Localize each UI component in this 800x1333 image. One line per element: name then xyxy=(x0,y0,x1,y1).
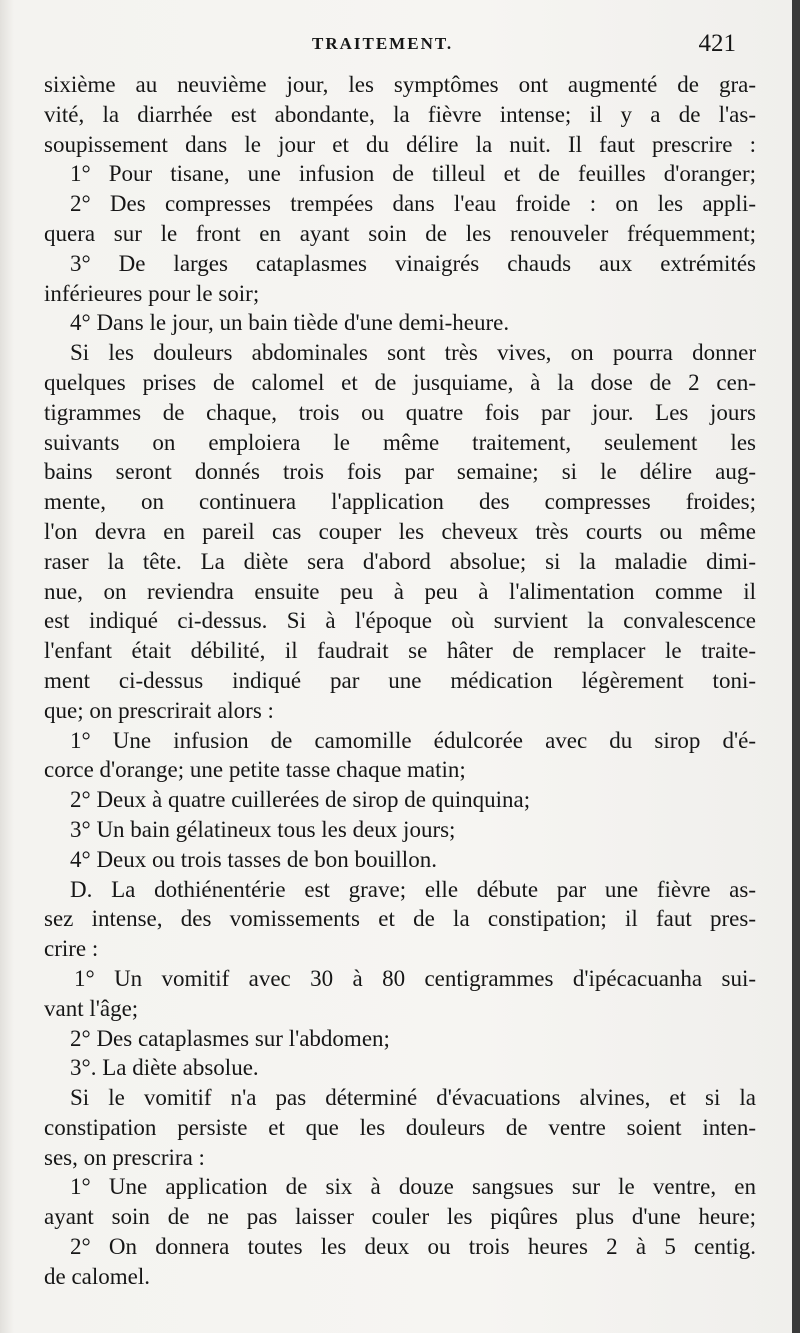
text-line: 2° On donnera toutes les deux ou trois heures 2 à 5 centig. xyxy=(70,1234,756,1260)
text-line: vité, la diarrhée est abondante, la fièvre intense; il y a de l'as- xyxy=(44,101,756,127)
text-line: quera sur le front en ayant soin de les renouveler fréquemment; xyxy=(44,220,756,246)
text-line: suivants on emploiera le même traitement, seulement les xyxy=(44,429,756,455)
text-line: quelques prises de calomel et de jusquiame, à la dose de 2 cen- xyxy=(44,369,756,395)
text-line: ment ci-dessus indiqué par une médication légèrement toni- xyxy=(44,667,756,693)
text-line: 4° Deux ou trois tasses de bon bouillon. xyxy=(70,846,437,872)
text-line: ses, on prescrira : xyxy=(44,1144,205,1170)
running-title: TRAITEMENT. xyxy=(312,34,454,53)
text-line: raser la tête. La diète sera d'abord absolue; si la maladie dimi- xyxy=(44,548,756,574)
body-text xyxy=(44,70,756,1292)
text-line: que; on prescrirait alors : xyxy=(44,697,274,723)
text-line: 2° Des cataplasmes sur l'abdomen; xyxy=(70,1025,390,1051)
text-line: 1° Une infusion de camomille édulcorée avec du sirop d'é- xyxy=(70,727,756,753)
text-line: 2° Des compresses trempées dans l'eau froide : on les appli- xyxy=(70,191,756,217)
text-line: corce d'orange; une petite tasse chaque matin; xyxy=(44,757,466,783)
text-line: l'on devra en pareil cas couper les cheveux très courts ou même xyxy=(44,518,756,544)
text-line: crire : xyxy=(44,936,99,962)
text-line: 1° Pour tisane, une infusion de tilleul et de feuilles d'oranger; xyxy=(70,161,756,187)
text-line: Si les douleurs abdominales sont très vives, on pourra donner xyxy=(70,340,756,366)
text-line: est indiqué ci-dessus. Si à l'époque où survient la convalescence xyxy=(44,608,756,634)
text-line: 3°. La diète absolue. xyxy=(70,1055,259,1081)
page-header xyxy=(0,30,792,68)
text-line: bains seront donnés trois fois par semaine; si le délire aug- xyxy=(44,459,756,485)
text-line: 1° Une application de six à douze sangsues sur le ventre, en xyxy=(70,1174,756,1200)
text-line: sixième au neuvième jour, les symptômes ont augmenté de gra- xyxy=(44,72,756,97)
text-line: 4° Dans le jour, un bain tiède d'une demi-heure. xyxy=(70,310,510,336)
text-line: 2° Deux à quatre cuillerées de sirop de quinquina; xyxy=(70,787,531,813)
text-line: mente, on continuera l'application des compresses froides; xyxy=(44,489,756,515)
text-line: de calomel. xyxy=(44,1263,151,1289)
text-line: 3° De larges cataplasmes vinaigrés chauds aux extrémités xyxy=(70,250,756,276)
text-line: l'enfant était débilité, il faudrait se hâter de remplacer le traite- xyxy=(44,638,756,664)
text-line: inférieures pour le soir; xyxy=(44,280,260,306)
text-line: Si le vomitif n'a pas déterminé d'évacuations alvines, et si la xyxy=(70,1085,756,1111)
text-line: tigrammes de chaque, trois ou quatre fois par jour. Les jours xyxy=(44,399,756,425)
text-line: 3° Un bain gélatineux tous les deux jours; xyxy=(70,816,456,842)
text-line: constipation persiste et que les douleurs de ventre soient inten- xyxy=(44,1114,756,1140)
text-line: D. La dothiénentérie est grave; elle débute par une fièvre as- xyxy=(70,876,756,902)
text-line: soupissement dans le jour et du délire la nuit. Il faut prescrire : xyxy=(44,131,756,157)
text-line: vant l'âge; xyxy=(44,995,139,1021)
text-line: ayant soin de ne pas laisser couler les piqûres plus d'une heure; xyxy=(44,1204,756,1230)
text-line: nue, on reviendra ensuite peu à peu à l'alimentation comme il xyxy=(44,578,756,604)
text-line: sez intense, des vomissements et de la constipation; il faut pres- xyxy=(44,906,756,932)
text-line: 1° Un vomitif avec 30 à 80 centigrammes d'ipécacuanha sui- xyxy=(74,965,756,991)
page-number: 421 xyxy=(698,30,736,57)
